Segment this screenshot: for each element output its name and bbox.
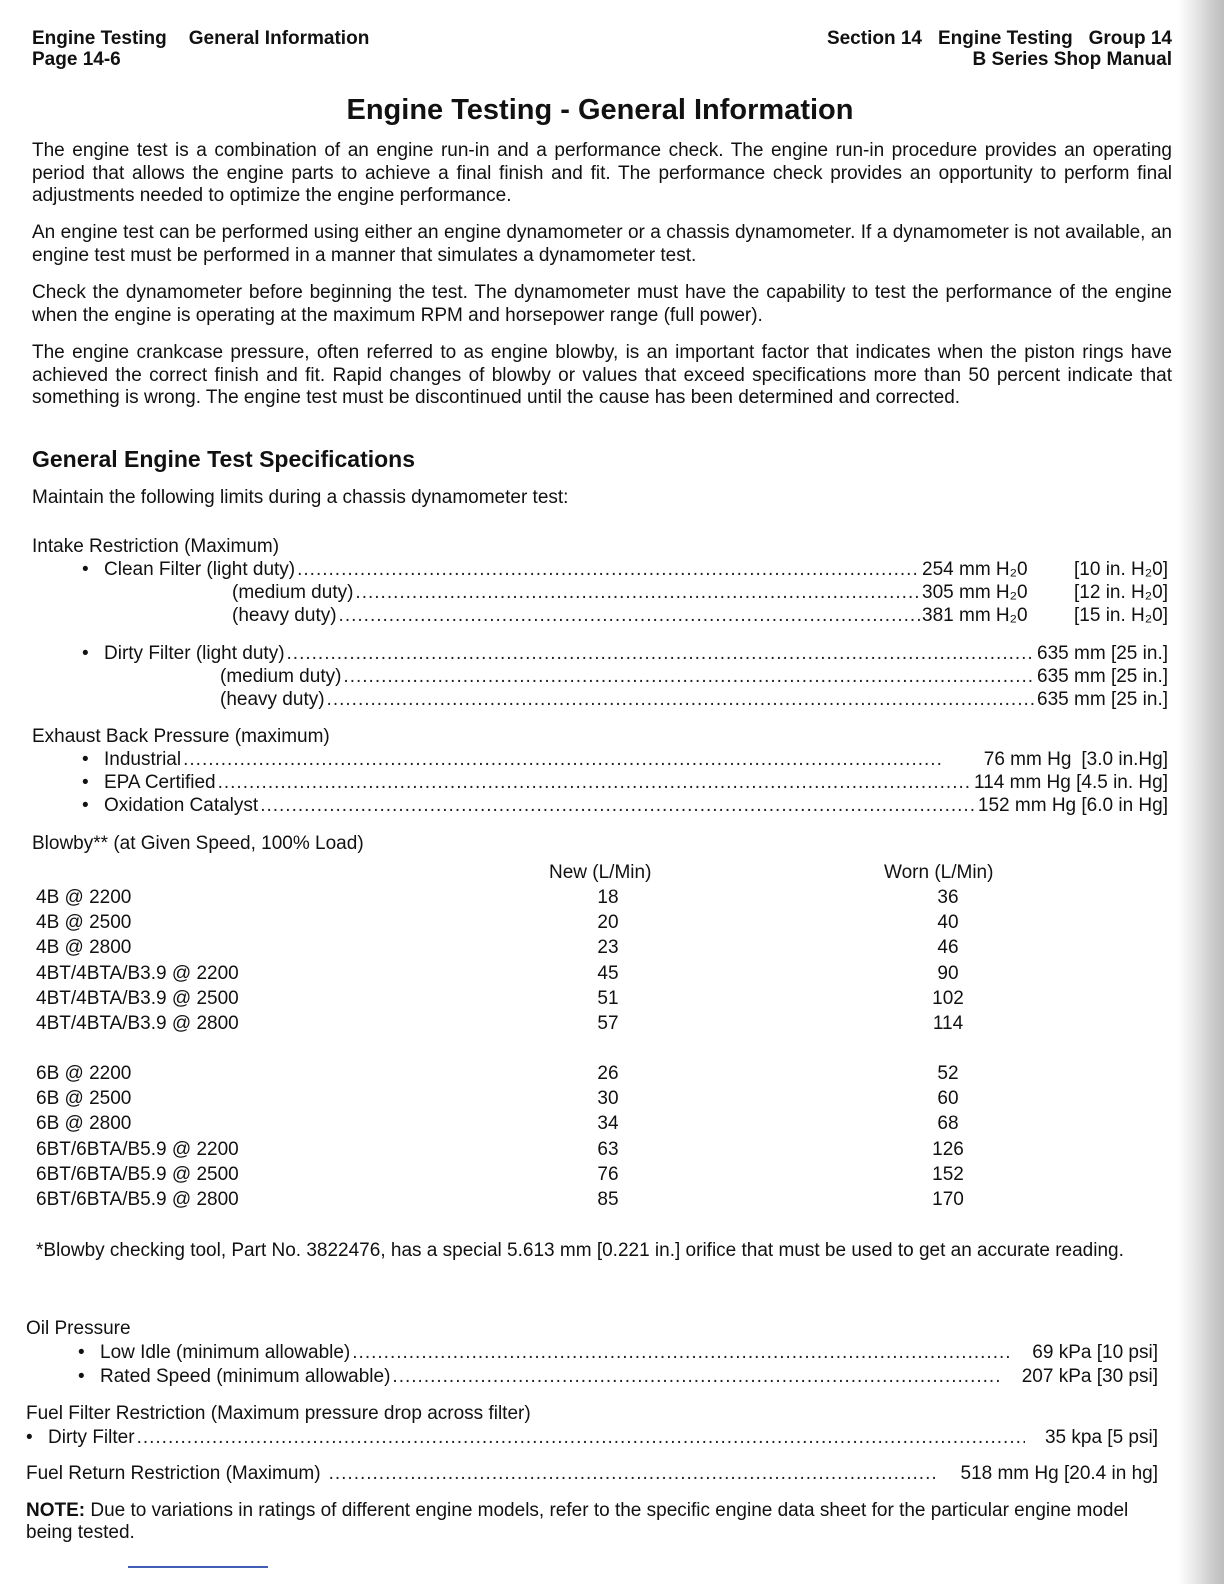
exhaust-industrial: • Industrial ..... 76 mm Hg [3.0 in.Hg] xyxy=(82,748,1168,771)
intake-clean-light xyxy=(82,558,1168,581)
blowby-engine: 6BT/6BTA/B5.9 @ 2800 xyxy=(36,1189,239,1210)
intake-clean-light-value: 254 mm H₂0 xyxy=(922,559,1028,580)
exhaust-industrial-alt: [3.0 in.Hg] xyxy=(1081,749,1168,770)
blowby-engine: 6B @ 2200 xyxy=(36,1063,132,1084)
blowby-engine: 4B @ 2800 xyxy=(36,937,132,959)
fuel-filter-dirty: • Dirty Filter ..... 35 kpa [5 psi] xyxy=(26,1426,1158,1449)
exhaust-epa-value: 114 mm Hg [4.5 in. Hg] xyxy=(974,772,1168,793)
spec-intro: Maintain the following limits during a chassis dynamometer test: xyxy=(32,487,569,508)
blowby-worn-value: 68 xyxy=(937,1113,959,1135)
blowby-new-value: 57 xyxy=(597,1013,619,1034)
paragraph-blowby: The engine crankcase pressure, often referred to as engine blowby, is an important factor that indicates when the piston rings have achieved the correct finish and fit. Rapid changes of blowby or values that exceed specifications more than 50 percent indicate that something is wrong. The engine test must be discontinued until the cause has been determined and corrected. xyxy=(32,342,1172,408)
blowby-worn-value: 46 xyxy=(937,937,959,959)
blowby-worn-value: 170 xyxy=(932,1189,964,1210)
blowby-new-value: 20 xyxy=(597,912,619,934)
blowby-col-worn: Worn (L/Min) xyxy=(884,862,994,883)
intake-clean-light-alt: [10 in. H₂0] xyxy=(1074,559,1168,580)
oil-low-idle-value: 69 kPa [10 psi] xyxy=(1032,1342,1158,1363)
blowby-worn-value: 126 xyxy=(932,1138,964,1160)
intake-clean-heavy-alt: [15 in. H₂0] xyxy=(1074,605,1168,626)
intake-dirty-heavy-value: 635 mm [25 in.] xyxy=(1037,689,1168,710)
intake-dirty-heavy: (heavy duty) ..... 635 mm [25 in.] xyxy=(220,688,1168,711)
intake-clean-medium: (medium duty) ..... 305 mm H₂0 [12 in. H₂0] xyxy=(232,581,1168,604)
blowby-engine: 4BT/4BTA/B3.9 @ 2800 xyxy=(36,1013,239,1034)
oil-rated-speed: • Rated Speed (minimum allowable) ..... 207 kPa [30 psi] xyxy=(78,1365,1158,1388)
intake-dirty-light xyxy=(82,642,1168,665)
blowby-new-value: 76 xyxy=(597,1163,619,1185)
blowby-worn-value: 60 xyxy=(937,1088,959,1110)
running-header-right xyxy=(827,28,1172,70)
exhaust-title: Exhaust Back Pressure (maximum) xyxy=(32,726,330,747)
blowby-worn-value: 114 xyxy=(932,1013,964,1034)
blowby-worn-value: 102 xyxy=(932,987,964,1009)
exhaust-oxidation: • Oxidation Catalyst ..... 152 mm Hg [6.0 in Hg] xyxy=(82,794,1168,817)
blowby-new-value: 26 xyxy=(597,1063,619,1084)
blowby-engine: 6B @ 2800 xyxy=(36,1113,132,1135)
header-topic: General Information xyxy=(188,28,370,49)
blowby-worn-value: 90 xyxy=(937,962,959,984)
intake-clean-heavy-value: 381 mm H₂0 xyxy=(922,605,1028,626)
intake-clean-medium-value: 305 mm H₂0 xyxy=(922,582,1028,603)
note-prefix: NOTE: xyxy=(26,1500,86,1521)
paragraph-dynamometer: An engine test can be performed using either an engine dynamometer or a chassis dynamometer. If a dynamometer is not available, an engine test must be performed in a manner that simulates a dynamometer test. xyxy=(32,222,1172,266)
paragraph-intro: The engine test is a combination of an engine run-in and a performance check. The engine run-in procedure provides an operating period that allows the engine parts to achieve a final finish and fit. The performance check provides an opportunity to perform final adjustments needed to optimize the engine performance. xyxy=(32,140,1172,206)
header-manual: B Series Shop Manual xyxy=(972,49,1172,70)
blowby-new-value: 30 xyxy=(597,1088,619,1110)
blowby-footnote: *Blowby checking tool, Part No. 3822476, has a special 5.613 mm [0.221 in.] orifice that must be used to get an accurate reading. xyxy=(36,1240,1124,1261)
page-number: Page 14-6 xyxy=(32,49,121,70)
intake-clean-medium-alt: [12 in. H₂0] xyxy=(1074,582,1168,603)
intake-dirty-medium: (medium duty) ..... 635 mm [25 in.] xyxy=(220,665,1168,688)
blowby-engine: 6B @ 2500 xyxy=(36,1088,132,1110)
blowby-col-new: New (L/Min) xyxy=(549,862,652,883)
blowby-engine: 4BT/4BTA/B3.9 @ 2200 xyxy=(36,962,239,984)
blowby-new-value: 63 xyxy=(597,1138,619,1160)
intake-dirty-medium-value: 635 mm [25 in.] xyxy=(1037,666,1168,687)
paragraph-check: Check the dynamometer before beginning the test. The dynamometer must have the capability to test the performance of the engine when the engine is operating at the maximum RPM and horsepower range (full power). xyxy=(32,282,1172,326)
blowby-worn-value: 40 xyxy=(937,912,959,934)
fuel-filter-title: Fuel Filter Restriction (Maximum pressure drop across filter) xyxy=(26,1403,531,1424)
note-text: Due to variations in ratings of different engine models, refer to the specific engine data sheet for the particular engine model being tested. xyxy=(26,1500,1129,1543)
oil-low-idle: • Low Idle (minimum allowable) ..... 69 kPa [10 psi] xyxy=(78,1341,1158,1364)
blowby-worn-value: 152 xyxy=(932,1163,964,1185)
note xyxy=(26,1500,1156,1544)
fuel-return-value: 518 mm Hg [20.4 in hg] xyxy=(960,1463,1158,1484)
exhaust-industrial-value: 76 mm Hg xyxy=(983,749,1072,770)
page-title: Engine Testing - General Information xyxy=(346,94,854,126)
oil-rated-speed-value: 207 kPa [30 psi] xyxy=(1021,1366,1158,1387)
fuel-return: Fuel Return Restriction (Maximum) ..... 518 mm Hg [20.4 in hg] xyxy=(26,1462,1158,1485)
blowby-new-value: 51 xyxy=(597,987,619,1009)
header-section: Section 14 xyxy=(826,28,922,49)
blowby-engine: 6BT/6BTA/B5.9 @ 2500 xyxy=(36,1163,239,1185)
blowby-title: Blowby** (at Given Speed, 100% Load) xyxy=(32,833,364,854)
exhaust-oxidation-value: 152 mm Hg [6.0 in Hg] xyxy=(977,795,1168,816)
blowby-engine: 4B @ 2500 xyxy=(36,912,132,934)
header-group: Engine Testing Group 14 xyxy=(937,28,1172,49)
blowby-engine: 4BT/4BTA/B3.9 @ 2500 xyxy=(36,987,239,1009)
blowby-new-value: 23 xyxy=(597,937,619,959)
blowby-engine: 6BT/6BTA/B5.9 @ 2200 xyxy=(36,1138,239,1160)
intake-clean-label: • Clean Filter (light duty) xyxy=(82,558,295,581)
section-heading: General Engine Test Specifications xyxy=(32,446,416,472)
blowby-engine: 4B @ 2200 xyxy=(36,887,132,908)
blowby-worn-value: 36 xyxy=(937,887,959,908)
blowby-new-value: 18 xyxy=(597,887,619,908)
bottom-rule xyxy=(128,1566,268,1568)
intake-title: Intake Restriction (Maximum) xyxy=(32,536,280,557)
exhaust-epa: • EPA Certified ..... 114 mm Hg [4.5 in. Hg] xyxy=(82,771,1168,794)
intake-dirty-label: • Dirty Filter (light duty) xyxy=(82,642,285,665)
blowby-new-value: 85 xyxy=(597,1189,619,1210)
intake-dirty-light-value: 635 mm [25 in.] xyxy=(1037,643,1168,664)
blowby-new-value: 45 xyxy=(597,962,619,984)
blowby-new-value: 34 xyxy=(597,1113,619,1135)
running-header-left xyxy=(32,28,369,70)
fuel-filter-dirty-value: 35 kpa [5 psi] xyxy=(1044,1427,1158,1448)
oil-title: Oil Pressure xyxy=(26,1318,131,1339)
intake-clean-heavy: (heavy duty) ..... 381 mm H₂0 [15 in. H₂0] xyxy=(232,604,1168,627)
blowby-worn-value: 52 xyxy=(937,1063,959,1084)
header-chapter: Engine Testing xyxy=(32,28,167,49)
scan-edge-shadow xyxy=(1178,0,1224,1584)
